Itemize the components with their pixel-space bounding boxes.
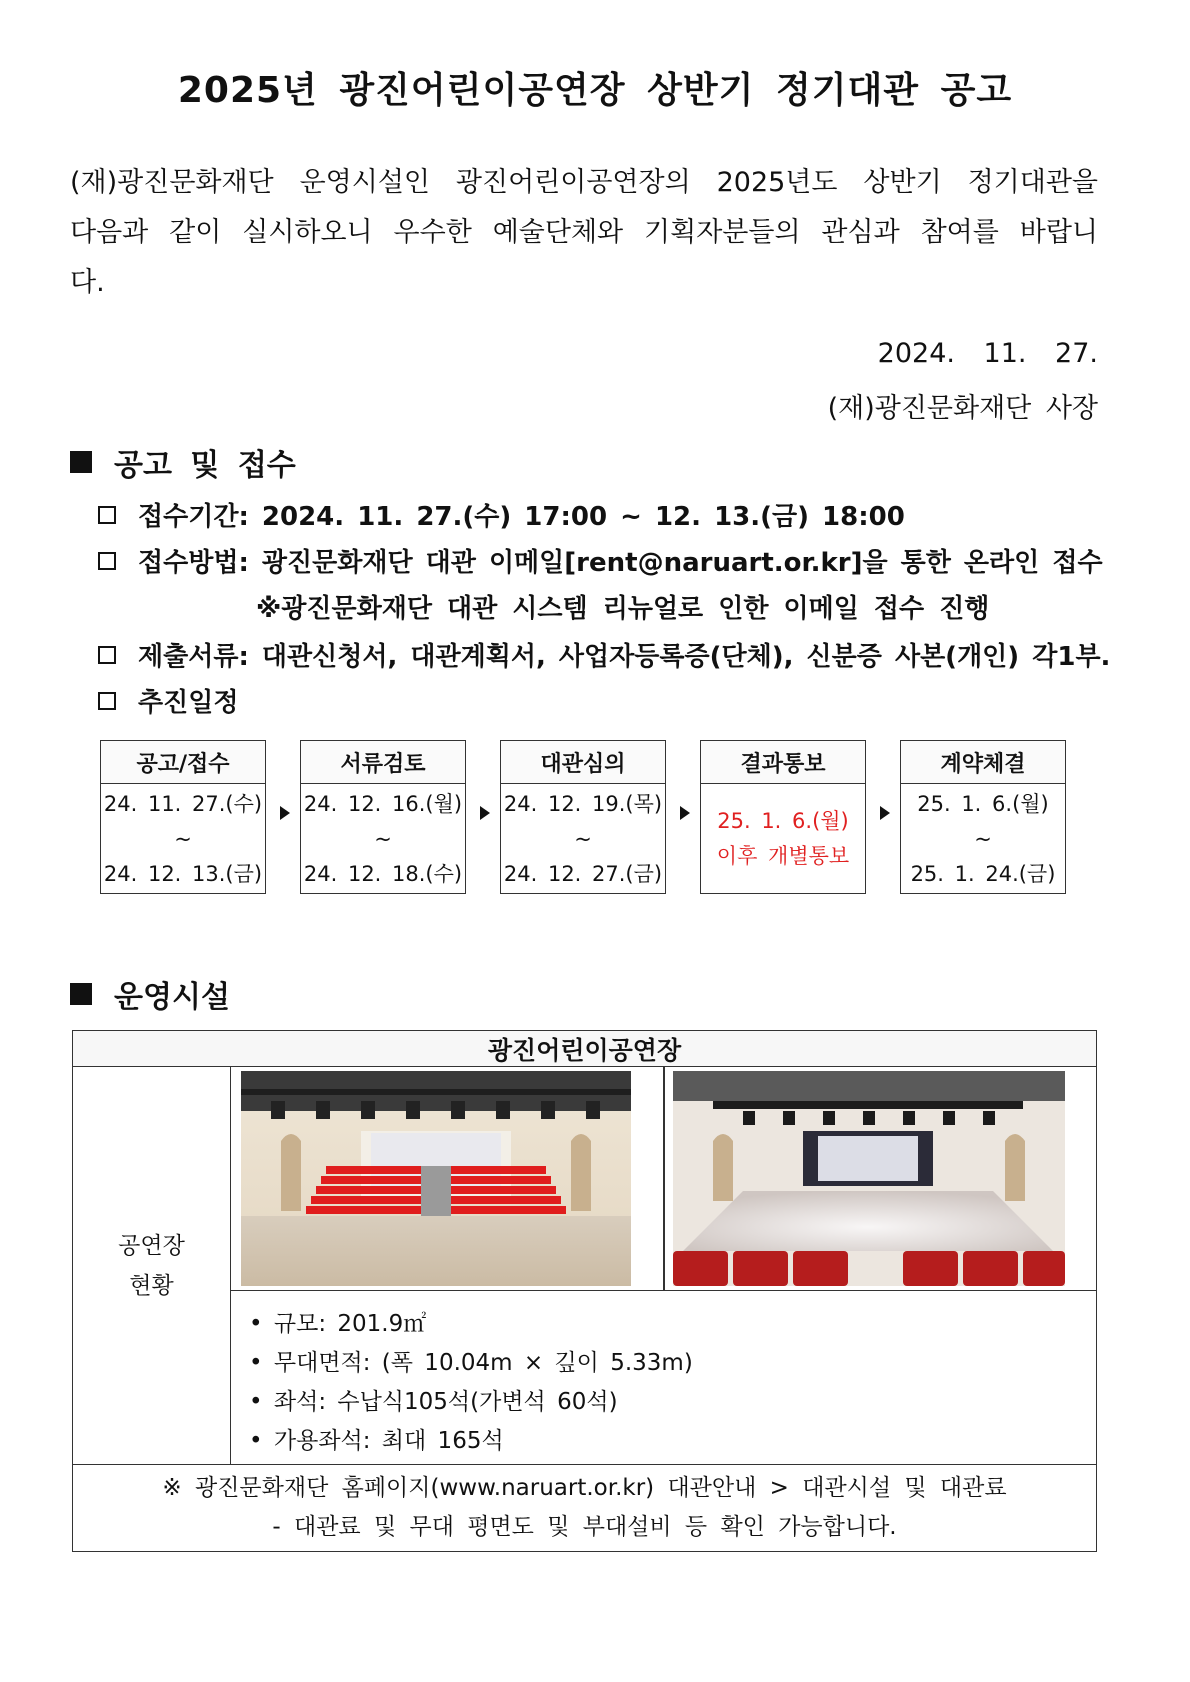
step-title: 공고/접수 <box>101 741 265 784</box>
spec-line: • 좌석: 수납식105석(가변석 60석) <box>249 1389 618 1415</box>
step-line: 25. 1. 24.(금) <box>910 861 1056 886</box>
step-line: 이후 개별통보 <box>716 844 850 868</box>
right-arrow-icon <box>680 806 690 820</box>
filled-square-icon <box>70 983 92 1005</box>
item-period <box>98 496 905 533</box>
step-line: 25. 1. 6.(월) <box>917 791 1049 816</box>
item-text: 접수방법: 광진문화재단 대관 이메일[rent@naruart.or.kr]을 통한 온라인 접수 <box>138 548 1103 578</box>
notice-signer: (재)광진문화재단 사장 <box>827 393 1098 424</box>
section-heading-label: 운영시설 <box>114 980 230 1015</box>
spec-line: • 규모: 201.9㎡ <box>249 1311 427 1337</box>
item-schedule <box>98 682 238 719</box>
step-title: 계약체결 <box>901 741 1065 784</box>
intro-paragraph: (재)광진문화재단 운영시설인 광진어린이공연장의 2025년도 상반기 정기대관을 다음과 같이 실시하오니 우수한 예술단체와 기획자분들의 관심과 참여를 바랍니다. <box>70 167 1098 298</box>
facility-footer <box>73 1464 1096 1550</box>
step-line: ~ <box>574 826 592 851</box>
step-body <box>101 784 265 894</box>
footer-line: - 대관료 및 무대 평면도 및 부대설비 등 확인 가능합니다. <box>272 1513 897 1540</box>
item-documents <box>98 636 1110 673</box>
schedule-step-contract <box>900 740 1066 894</box>
step-body-highlight <box>701 784 865 894</box>
checkbox-square-icon <box>98 552 116 570</box>
facility-name: 광진어린이공연장 <box>73 1031 1096 1067</box>
footer-line: ※ 광진문화재단 홈페이지(www.naruart.or.kr) 대관안내 > 대관시설 및 대관료 <box>162 1474 1007 1501</box>
spec-line: • 가용좌석: 최대 165석 <box>249 1428 504 1454</box>
step-body <box>301 784 465 894</box>
step-line: ~ <box>174 826 192 851</box>
facility-specs <box>231 1291 1096 1464</box>
step-title: 결과통보 <box>701 741 865 784</box>
item-method <box>98 542 1103 579</box>
step-line: ~ <box>374 826 392 851</box>
checkbox-square-icon <box>98 692 116 710</box>
filled-square-icon <box>70 451 92 473</box>
step-body <box>501 784 665 894</box>
checkbox-square-icon <box>98 646 116 664</box>
schedule-step-deliberation <box>500 740 666 894</box>
step-title: 서류검토 <box>301 741 465 784</box>
step-line: 24. 12. 27.(금) <box>503 861 663 886</box>
step-line: 24. 11. 27.(수) <box>103 791 263 816</box>
theater-stage-photo <box>673 1071 1065 1286</box>
step-title: 대관심의 <box>501 741 665 784</box>
method-note: ※광진문화재단 대관 시스템 리뉴얼로 인한 이메일 접수 진행 <box>256 594 990 624</box>
step-line: 24. 12. 13.(금) <box>103 861 263 886</box>
photo-row <box>231 1067 1096 1291</box>
right-arrow-icon <box>280 806 290 820</box>
schedule-step-review <box>300 740 466 894</box>
item-text: 제출서류: 대관신청서, 대관계획서, 사업자등록증(단체), 신분증 사본(개인) 각1부. <box>138 642 1111 672</box>
step-line: ~ <box>974 826 992 851</box>
step-line: 24. 12. 16.(월) <box>303 791 463 816</box>
right-arrow-icon <box>480 806 490 820</box>
section-heading-facility <box>70 972 230 1016</box>
checkbox-square-icon <box>98 506 116 524</box>
step-line: 25. 1. 6.(월) <box>717 809 849 833</box>
step-line: 24. 12. 19.(목) <box>503 791 663 816</box>
step-body <box>901 784 1065 894</box>
schedule-step-result <box>700 740 866 894</box>
page-title: 2025년 광진어린이공연장 상반기 정기대관 공고 <box>177 70 1013 111</box>
theater-seating-photo <box>241 1071 631 1286</box>
item-text: 추진일정 <box>138 688 239 718</box>
spec-line: • 무대면적: (폭 10.04m × 깊이 5.33m) <box>249 1350 693 1376</box>
notice-date: 2024. 11. 27. <box>877 338 1098 369</box>
section-heading-label: 공고 및 접수 <box>114 448 296 483</box>
right-arrow-icon <box>880 806 890 820</box>
item-text: 접수기간: 2024. 11. 27.(수) 17:00 ~ 12. 13.(금) 18:00 <box>138 502 905 532</box>
schedule-step-announce <box>100 740 266 894</box>
step-line: 24. 12. 18.(수) <box>303 861 463 886</box>
photo-divider <box>663 1067 665 1290</box>
row-label-line: 공연장 <box>118 1232 185 1259</box>
facility-table <box>72 1030 1097 1552</box>
row-label <box>73 1067 231 1464</box>
section-heading-announcement <box>70 440 296 484</box>
row-label-line: 현황 <box>129 1272 174 1299</box>
